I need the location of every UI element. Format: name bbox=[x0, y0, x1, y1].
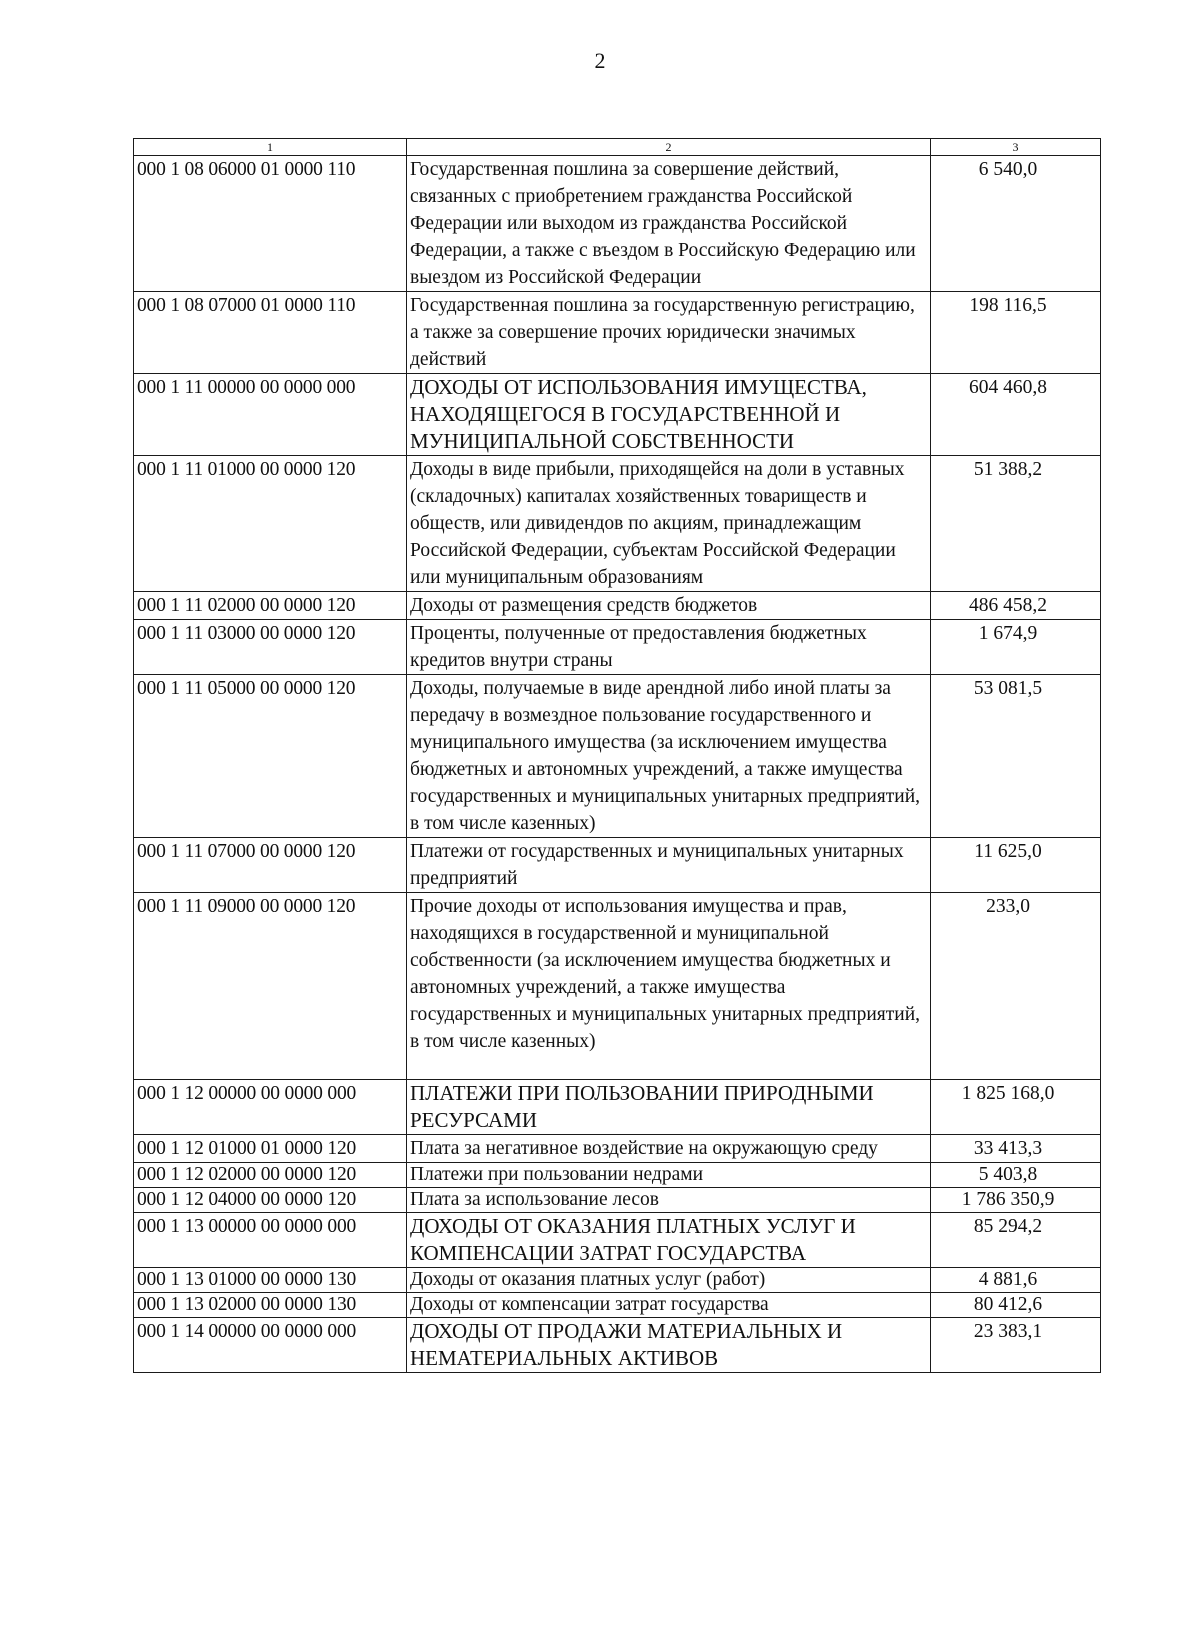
amount-cell: 1 786 350,9 bbox=[931, 1188, 1101, 1213]
amount-cell: 1 674,9 bbox=[931, 620, 1101, 675]
budget-code-cell: 000 1 14 00000 00 0000 000 bbox=[134, 1318, 407, 1373]
budget-code-cell: 000 1 11 00000 00 0000 000 bbox=[134, 374, 407, 456]
table-row bbox=[134, 156, 1101, 292]
table-header-row bbox=[134, 139, 1101, 156]
amount-cell: 4 881,6 bbox=[931, 1268, 1101, 1293]
table-row bbox=[134, 1318, 1101, 1373]
description-cell: Прочие доходы от использования имущества и прав, находящихся в государственной и муниципальной собственности (за исключением имущества бюджетных и автономных учреждений, а также имущества государственных и муниципальных унитарных предприятий, в том числе казенных) bbox=[407, 893, 931, 1080]
description-cell: Проценты, полученные от предоставления бюджетных кредитов внутри страны bbox=[407, 620, 931, 675]
description-cell: Доходы от размещения средств бюджетов bbox=[407, 592, 931, 620]
amount-cell: 6 540,0 bbox=[931, 156, 1101, 292]
budget-code-cell: 000 1 13 00000 00 0000 000 bbox=[134, 1213, 407, 1268]
budget-code-cell: 000 1 12 00000 00 0000 000 bbox=[134, 1080, 407, 1135]
table-row bbox=[134, 620, 1101, 675]
description-cell: Плата за негативное воздействие на окружающую среду bbox=[407, 1135, 931, 1163]
budget-code-cell: 000 1 11 01000 00 0000 120 bbox=[134, 456, 407, 592]
amount-cell: 233,0 bbox=[931, 893, 1101, 1080]
table-row bbox=[134, 292, 1101, 374]
revenue-table bbox=[133, 138, 1101, 1373]
column-header-amount: 3 bbox=[931, 139, 1101, 156]
table-row bbox=[134, 675, 1101, 838]
column-header-description: 2 bbox=[407, 139, 931, 156]
table-row bbox=[134, 1163, 1101, 1188]
amount-cell: 53 081,5 bbox=[931, 675, 1101, 838]
budget-code-cell: 000 1 11 07000 00 0000 120 bbox=[134, 838, 407, 893]
amount-cell: 1 825 168,0 bbox=[931, 1080, 1101, 1135]
budget-code-cell: 000 1 13 02000 00 0000 130 bbox=[134, 1293, 407, 1318]
description-cell: ДОХОДЫ ОТ ОКАЗАНИЯ ПЛАТНЫХ УСЛУГ И КОМПЕНСАЦИИ ЗАТРАТ ГОСУДАРСТВА bbox=[407, 1213, 931, 1268]
budget-code-cell: 000 1 11 03000 00 0000 120 bbox=[134, 620, 407, 675]
description-cell: Доходы от оказания платных услуг (работ) bbox=[407, 1268, 931, 1293]
amount-cell: 604 460,8 bbox=[931, 374, 1101, 456]
amount-cell: 5 403,8 bbox=[931, 1163, 1101, 1188]
amount-cell: 33 413,3 bbox=[931, 1135, 1101, 1163]
table-row bbox=[134, 1135, 1101, 1163]
amount-cell: 51 388,2 bbox=[931, 456, 1101, 592]
amount-cell: 23 383,1 bbox=[931, 1318, 1101, 1373]
budget-code-cell: 000 1 12 04000 00 0000 120 bbox=[134, 1188, 407, 1213]
budget-code-cell: 000 1 12 02000 00 0000 120 bbox=[134, 1163, 407, 1188]
description-cell: Платежи от государственных и муниципальных унитарных предприятий bbox=[407, 838, 931, 893]
budget-code-cell: 000 1 12 01000 01 0000 120 bbox=[134, 1135, 407, 1163]
table-row bbox=[134, 1080, 1101, 1135]
budget-code-cell: 000 1 08 07000 01 0000 110 bbox=[134, 292, 407, 374]
amount-cell: 85 294,2 bbox=[931, 1213, 1101, 1268]
table-row bbox=[134, 592, 1101, 620]
description-cell: ДОХОДЫ ОТ ПРОДАЖИ МАТЕРИАЛЬНЫХ И НЕМАТЕРИАЛЬНЫХ АКТИВОВ bbox=[407, 1318, 931, 1373]
budget-code-cell: 000 1 08 06000 01 0000 110 bbox=[134, 156, 407, 292]
amount-cell: 11 625,0 bbox=[931, 838, 1101, 893]
description-cell: Доходы от компенсации затрат государства bbox=[407, 1293, 931, 1318]
description-cell: Платежи при пользовании недрами bbox=[407, 1163, 931, 1188]
description-cell: Государственная пошлина за государственную регистрацию, а также за совершение прочих юридически значимых действий bbox=[407, 292, 931, 374]
amount-cell: 80 412,6 bbox=[931, 1293, 1101, 1318]
page-number: 2 bbox=[594, 48, 606, 73]
budget-code-cell: 000 1 11 05000 00 0000 120 bbox=[134, 675, 407, 838]
table-row bbox=[134, 1188, 1101, 1213]
table-row bbox=[134, 838, 1101, 893]
budget-code-cell: 000 1 13 01000 00 0000 130 bbox=[134, 1268, 407, 1293]
description-cell: ДОХОДЫ ОТ ИСПОЛЬЗОВАНИЯ ИМУЩЕСТВА, НАХОДЯЩЕГОСЯ В ГОСУДАРСТВЕННОЙ И МУНИЦИПАЛЬНОЙ СОБСТВЕННОСТИ bbox=[407, 374, 931, 456]
table-row bbox=[134, 1293, 1101, 1318]
amount-cell: 486 458,2 bbox=[931, 592, 1101, 620]
column-header-code: 1 bbox=[134, 139, 407, 156]
table-row bbox=[134, 374, 1101, 456]
description-cell: ПЛАТЕЖИ ПРИ ПОЛЬЗОВАНИИ ПРИРОДНЫМИ РЕСУРСАМИ bbox=[407, 1080, 931, 1135]
table-row bbox=[134, 893, 1101, 1080]
table-row bbox=[134, 1213, 1101, 1268]
table-row bbox=[134, 1268, 1101, 1293]
budget-code-cell: 000 1 11 09000 00 0000 120 bbox=[134, 893, 407, 1080]
table-row bbox=[134, 456, 1101, 592]
description-cell: Плата за использование лесов bbox=[407, 1188, 931, 1213]
amount-cell: 198 116,5 bbox=[931, 292, 1101, 374]
budget-code-cell: 000 1 11 02000 00 0000 120 bbox=[134, 592, 407, 620]
description-cell: Доходы в виде прибыли, приходящейся на доли в уставных (складочных) капиталах хозяйственных товариществ и обществ, или дивидендов по акциям, принадлежащим Российской Федерации, субъектам Российской Федерации или муниципальным образованиям bbox=[407, 456, 931, 592]
description-cell: Государственная пошлина за совершение действий, связанных с приобретением гражданства Российской Федерации или выходом из гражданства Российской Федерации, а также с въездом в Российскую Федерацию или выездом из Российской Федерации bbox=[407, 156, 931, 292]
description-cell: Доходы, получаемые в виде арендной либо иной платы за передачу в возмездное пользование государственного и муниципального имущества (за исключением имущества бюджетных и автономных учреждений, а также имущества государственных и муниципальных унитарных предприятий, в том числе казенных) bbox=[407, 675, 931, 838]
